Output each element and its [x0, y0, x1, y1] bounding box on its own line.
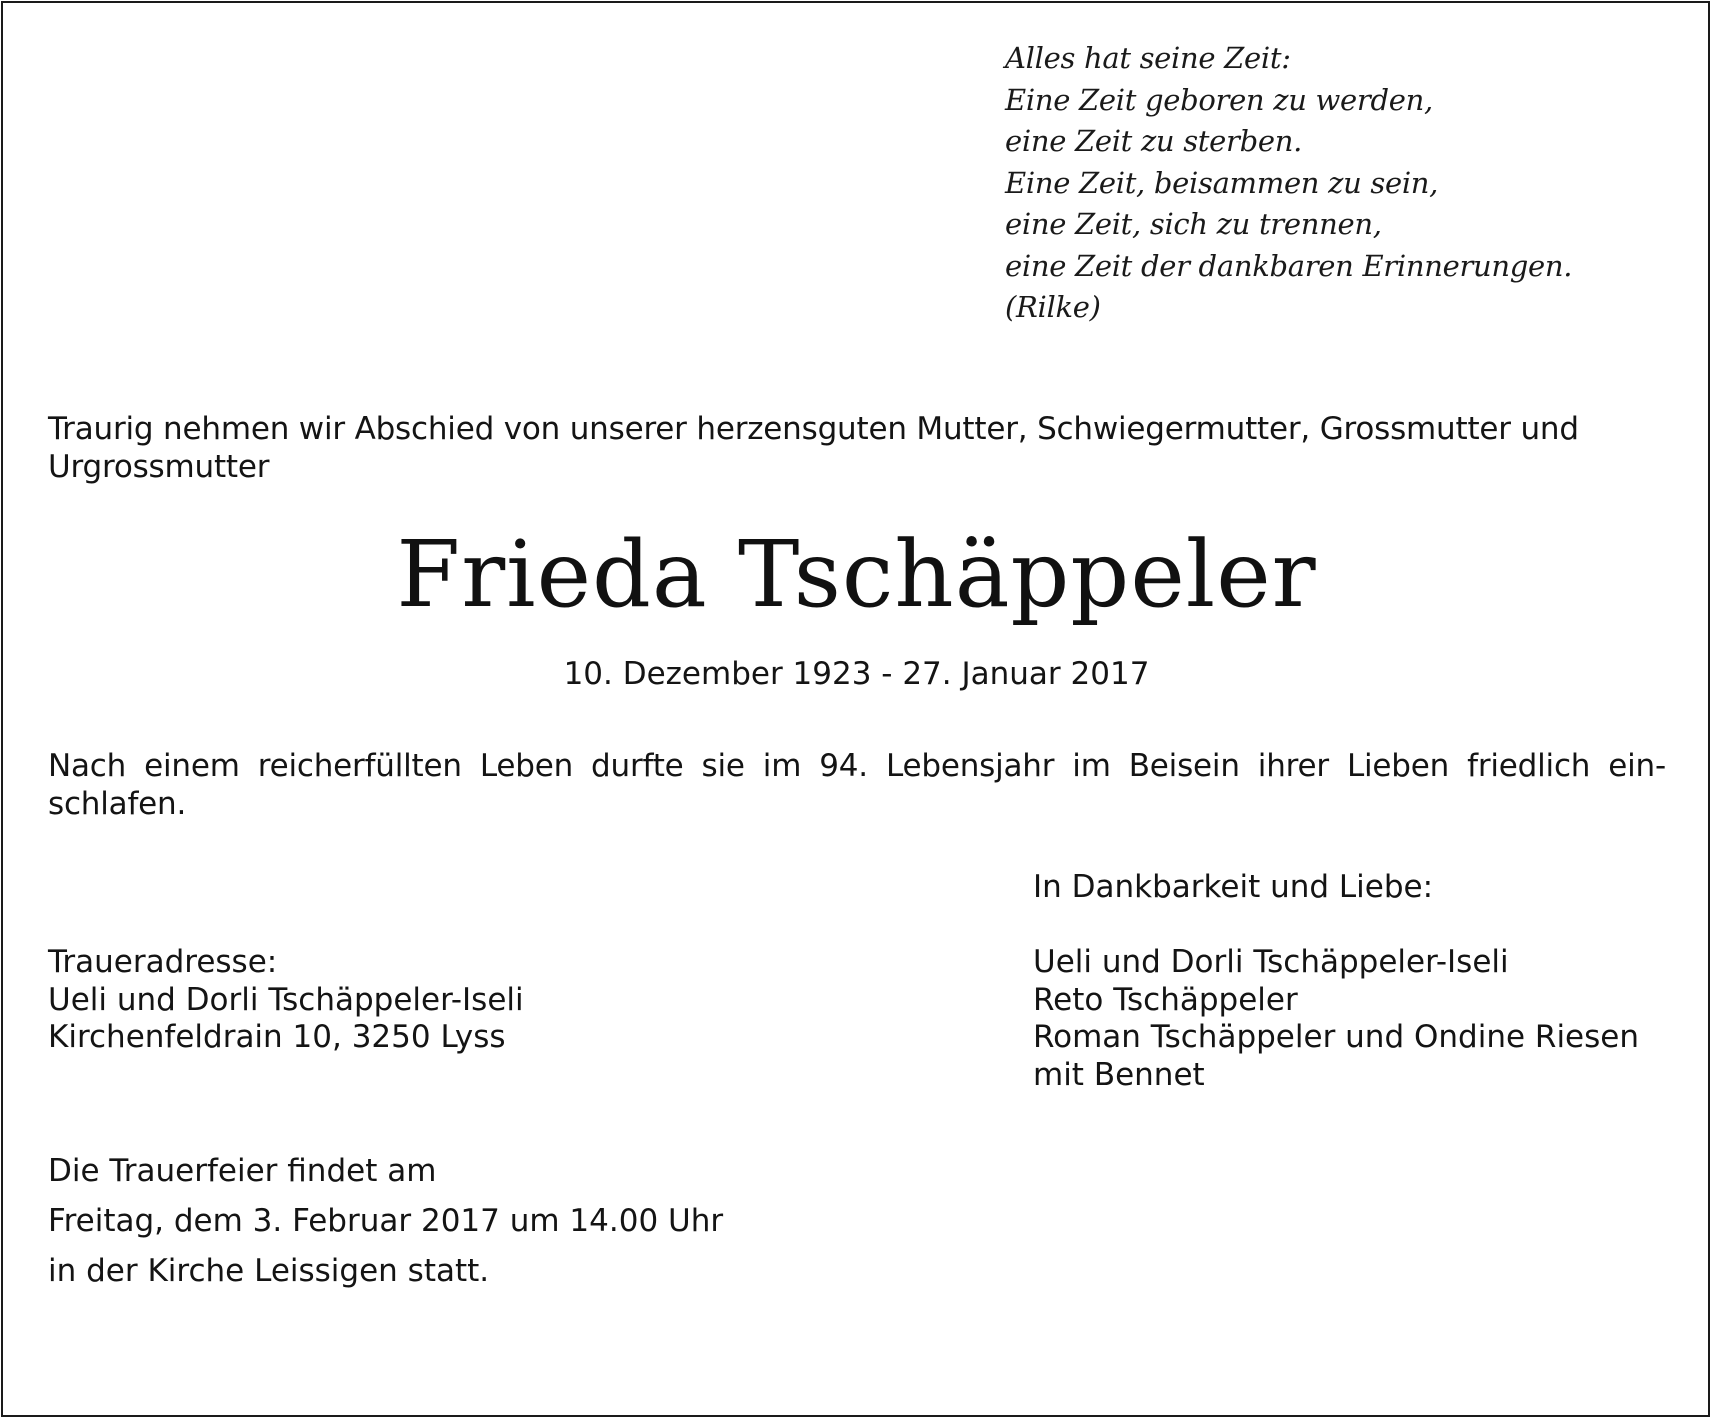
rilke-quote — [1005, 38, 1572, 329]
ceremony-info — [48, 1146, 723, 1296]
address-name: Ueli und Dorli Tschäppeler-Iseli — [48, 981, 524, 1018]
family-name: Roman Tschäppeler und Ondine Riesen — [1033, 1019, 1639, 1055]
quote-attribution: (Rilke) — [1005, 290, 1101, 324]
quote-line: Eine Zeit, beisammen zu sein, — [1005, 165, 1439, 200]
address-street: Kirchenfeldrain 10, 3250 Lyss — [48, 1019, 506, 1055]
mourning-address — [48, 944, 524, 1057]
intro-text: Traurig nehmen wir Abschied von unserer herzensguten Mutter, Schwiegermutter, Grossmutter und Urgrossmutter — [48, 411, 1579, 485]
family-name: Reto Tschäppeler — [1033, 981, 1298, 1018]
address-label: Traueradresse: — [48, 944, 278, 980]
quote-line: Eine Zeit geboren zu werden, — [1005, 82, 1433, 117]
quote-line: Alles hat seine Zeit: — [1005, 41, 1291, 75]
signoff-heading: In Dankbarkeit und Liebe: — [1033, 869, 1434, 905]
family-name: mit Bennet — [1033, 1056, 1205, 1093]
quote-line: eine Zeit der dankbaren Erinnerungen. — [1005, 248, 1573, 283]
deceased-name: Frieda Tschäppeler — [396, 521, 1317, 628]
quote-line: eine Zeit, sich zu trennen, — [1005, 207, 1382, 241]
quote-line: eine Zeit zu sterben. — [1005, 124, 1303, 158]
life-dates: 10. Dezember 1923 - 27. Januar 2017 — [563, 656, 1150, 692]
body-text: Nach einem reicherfüllten Leben durfte sie im 94. Lebensjahr im Beisein ihrer Lieben friedlich ein-schlafen. — [48, 748, 1666, 822]
ceremony-line: Die Trauerfeier findet am — [48, 1153, 437, 1189]
family-list — [1033, 944, 1639, 1094]
family-name: Ueli und Dorli Tschäppeler-Iseli — [1033, 944, 1509, 980]
ceremony-line: Freitag, dem 3. Februar 2017 um 14.00 Uhr — [48, 1203, 724, 1239]
ceremony-line: in der Kirche Leissigen statt. — [48, 1253, 490, 1289]
